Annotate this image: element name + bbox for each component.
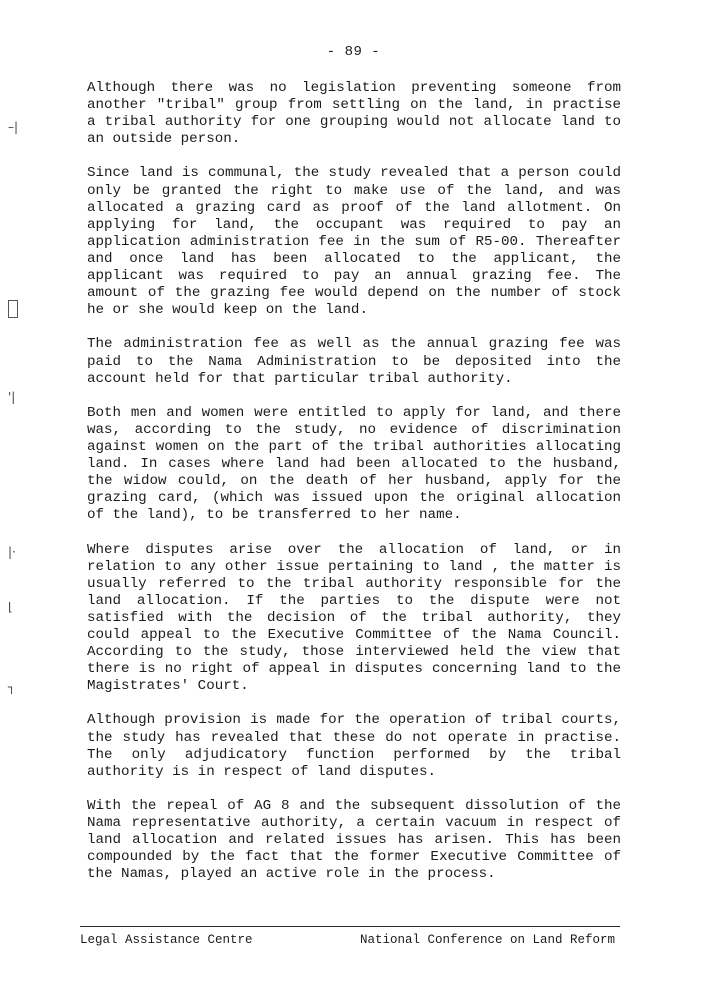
paragraph: Both men and women were entitled to apply for land, and there was, according to the study, no evidence of discrimination against women on the part of the tribal authorities allocating land. In cases where land had been allocated to the husband, the widow could, on the death of her husband, apply for the grazing card, (which was issued upon the original allocation of the land), to be transferred to her name. xyxy=(87,404,621,524)
paragraph: With the repeal of AG 8 and the subsequent dissolution of the Nama representative authority, a certain vacuum in respect of land allocation and related issues has arisen. This has been compounded by the fact that the former Executive Committee of the Namas, played an active role in the process. xyxy=(87,797,621,883)
scan-mark: ⌊ xyxy=(8,600,13,614)
footer-rule xyxy=(80,926,620,927)
scan-mark: '| xyxy=(8,390,16,404)
scan-mark: –| xyxy=(8,120,19,134)
scan-box-mark xyxy=(8,300,18,318)
page-number: - 89 - xyxy=(326,44,381,60)
scan-mark: |· xyxy=(8,545,16,559)
paragraph: Where disputes arise over the allocation of land, or in relation to any other issue pertaining to land , the matter is usually referred to the tribal authority responsible for the land allocation. If the parties to the dispute were not satisfied with the decision of the tribal authority, they could appeal to the Executive Committee of the Nama Council. According to the study, those interviewed held the view that there is no right of appeal in disputes concerning land to the Magistrates' Court. xyxy=(87,541,621,695)
document-body xyxy=(87,80,621,901)
paragraph: Since land is communal, the study revealed that a person could only be granted the right to make use of the land, and was allocated a grazing card as proof of the land allotment. On applying for land, the occupant was required to pay an application administration fee in the sum of R5-00. Thereafter and once land has been allocated to the applicant, the applicant was required to pay an annual grazing fee. The amount of the grazing fee would depend on the number of stock he or she would keep on the land. xyxy=(87,165,621,319)
footer-organization: Legal Assistance Centre xyxy=(80,933,253,947)
scan-mark: ┐ xyxy=(8,680,16,694)
paragraph: Although provision is made for the operation of tribal courts, the study has revealed that these do not operate in practise. The only adjudicatory function performed by the tribal authority is in respect of land disputes. xyxy=(87,712,621,780)
paragraph: Although there was no legislation preventing someone from another "tribal" group from settling on the land, in practise a tribal authority for one grouping would not allocate land to an outside person. xyxy=(87,80,621,148)
footer-conference: National Conference on Land Reform xyxy=(359,933,615,947)
paragraph: The administration fee as well as the annual grazing fee was paid to the Nama Administration to be deposited into the account held for that particular tribal authority. xyxy=(87,336,621,387)
